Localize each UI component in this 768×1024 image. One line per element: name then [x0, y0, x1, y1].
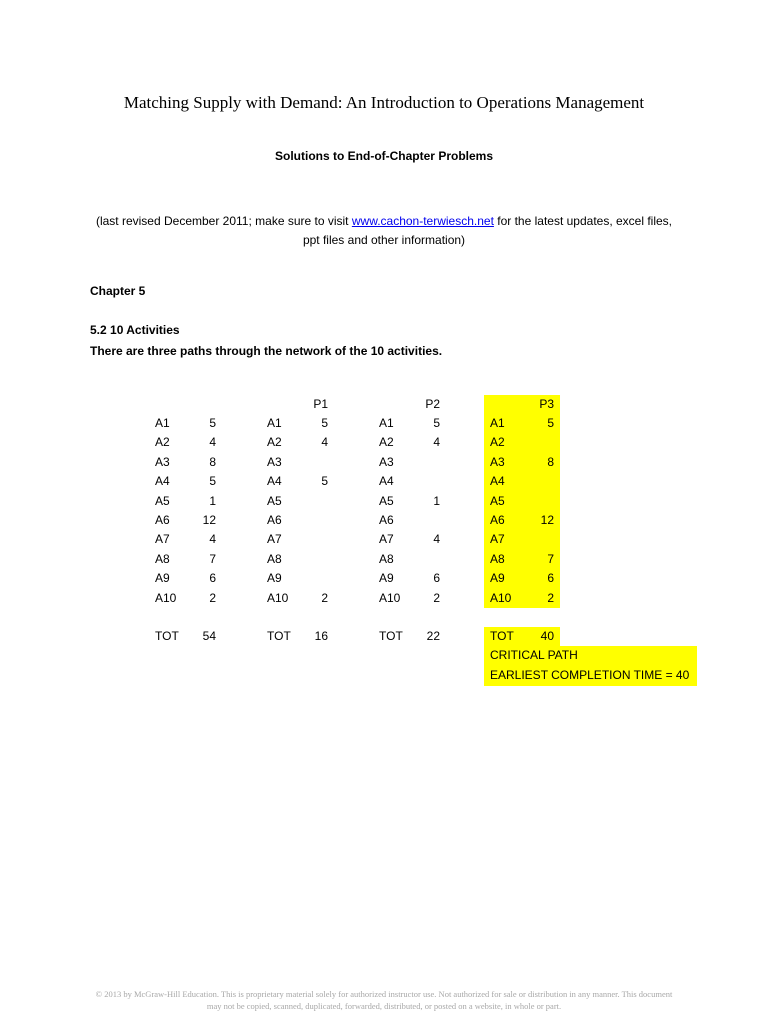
- activity-label: A3: [490, 455, 505, 469]
- activity-label: A1: [379, 416, 394, 430]
- activity-label: A6: [379, 513, 394, 527]
- activity-label: A10: [155, 591, 177, 605]
- activity-label: A7: [490, 532, 505, 546]
- website-link[interactable]: www.cachon-terwiesch.net: [351, 214, 494, 228]
- activity-label: A5: [267, 494, 282, 508]
- activity-duration: 12: [202, 513, 216, 527]
- total-label: TOT: [267, 629, 291, 643]
- activity-label: A9: [379, 571, 394, 585]
- chapter-heading: Chapter 5: [90, 284, 146, 298]
- activity-duration: 2: [433, 591, 440, 605]
- activity-duration: 12: [540, 513, 554, 527]
- page-title: Matching Supply with Demand: An Introduction to Operations Management: [123, 93, 645, 112]
- activity-label: A4: [155, 474, 170, 488]
- activity-label: A3: [379, 455, 394, 469]
- total-value: 40: [540, 629, 554, 643]
- activity-duration: 8: [209, 455, 216, 469]
- total-value: 16: [314, 629, 328, 643]
- total-label: TOT: [490, 629, 514, 643]
- activity-duration: 6: [209, 571, 216, 585]
- activity-label: A8: [155, 552, 170, 566]
- activity-duration: 2: [547, 591, 554, 605]
- activity-duration: 5: [209, 416, 216, 430]
- activity-label: A1: [490, 416, 505, 430]
- activity-label: A2: [379, 435, 394, 449]
- activity-duration: 6: [547, 571, 554, 585]
- column-header-p1: P1: [313, 397, 328, 411]
- earliest-completion-label: EARLIEST COMPLETION TIME = 40: [490, 668, 690, 682]
- activity-label: A4: [490, 474, 505, 488]
- copyright-footer: © 2013 by McGraw-Hill Education. This is proprietary material solely for authorized instructor use. Not authorized for sale or distribution in any manner. This document may not be copied, scanned, duplicated, forwarded, distributed, or posted on a website, in whole or part.: [95, 989, 673, 1011]
- total-value: 22: [426, 629, 440, 643]
- activity-label: A6: [490, 513, 505, 527]
- activity-label: A8: [267, 552, 282, 566]
- activity-duration: 1: [433, 494, 440, 508]
- activity-label: A8: [490, 552, 505, 566]
- activity-duration: 6: [433, 571, 440, 585]
- note-prefix: (last revised December 2011; make sure to visit: [95, 214, 352, 228]
- activity-label: A2: [267, 435, 282, 449]
- activity-label: A10: [267, 591, 289, 605]
- activity-duration: 4: [433, 435, 440, 449]
- activity-label: A7: [267, 532, 282, 546]
- activity-duration: 2: [321, 591, 328, 605]
- activity-duration: 7: [209, 552, 216, 566]
- activity-label: A7: [379, 532, 394, 546]
- subtitle: Solutions to End-of-Chapter Problems: [275, 149, 493, 163]
- activity-label: A2: [490, 435, 505, 449]
- activity-duration: 5: [321, 416, 328, 430]
- activity-duration: 1: [209, 494, 216, 508]
- activity-label: A4: [379, 474, 394, 488]
- activity-label: A2: [155, 435, 170, 449]
- activity-duration: 5: [321, 474, 328, 488]
- total-value: 54: [202, 629, 216, 643]
- activity-label: A4: [267, 474, 282, 488]
- activity-label: A6: [155, 513, 170, 527]
- activity-label: A10: [490, 591, 512, 605]
- activity-duration: 4: [209, 532, 216, 546]
- total-label: TOT: [379, 629, 403, 643]
- column-header-p3: P3: [539, 397, 554, 411]
- activity-label: A6: [267, 513, 282, 527]
- activity-duration: 8: [547, 455, 554, 469]
- activity-label: A8: [379, 552, 394, 566]
- problem-text: There are three paths through the network of the 10 activities.: [90, 344, 443, 358]
- activity-label: A7: [155, 532, 170, 546]
- activity-duration: 7: [547, 552, 554, 566]
- activity-label: A9: [267, 571, 282, 585]
- activity-duration: 4: [209, 435, 216, 449]
- activity-label: A5: [379, 494, 394, 508]
- activity-label: A10: [379, 591, 401, 605]
- activity-label: A5: [490, 494, 505, 508]
- activity-duration: 2: [209, 591, 216, 605]
- activity-duration: 4: [321, 435, 328, 449]
- note-suffix: for the latest updates, excel files, ppt files and other information): [302, 214, 673, 247]
- activity-label: A9: [155, 571, 170, 585]
- activity-duration: 4: [433, 532, 440, 546]
- problem-title: 5.2 10 Activities: [90, 323, 180, 337]
- total-label: TOT: [155, 629, 179, 643]
- activity-label: A1: [267, 416, 282, 430]
- activity-duration: 5: [209, 474, 216, 488]
- activity-label: A9: [490, 571, 505, 585]
- activity-label: A3: [267, 455, 282, 469]
- activity-label: A1: [155, 416, 170, 430]
- column-header-p2: P2: [425, 397, 440, 411]
- activity-label: A3: [155, 455, 170, 469]
- activity-duration: 5: [433, 416, 440, 430]
- activity-label: A5: [155, 494, 170, 508]
- critical-path-label: CRITICAL PATH: [490, 648, 578, 662]
- activity-duration: 5: [547, 416, 554, 430]
